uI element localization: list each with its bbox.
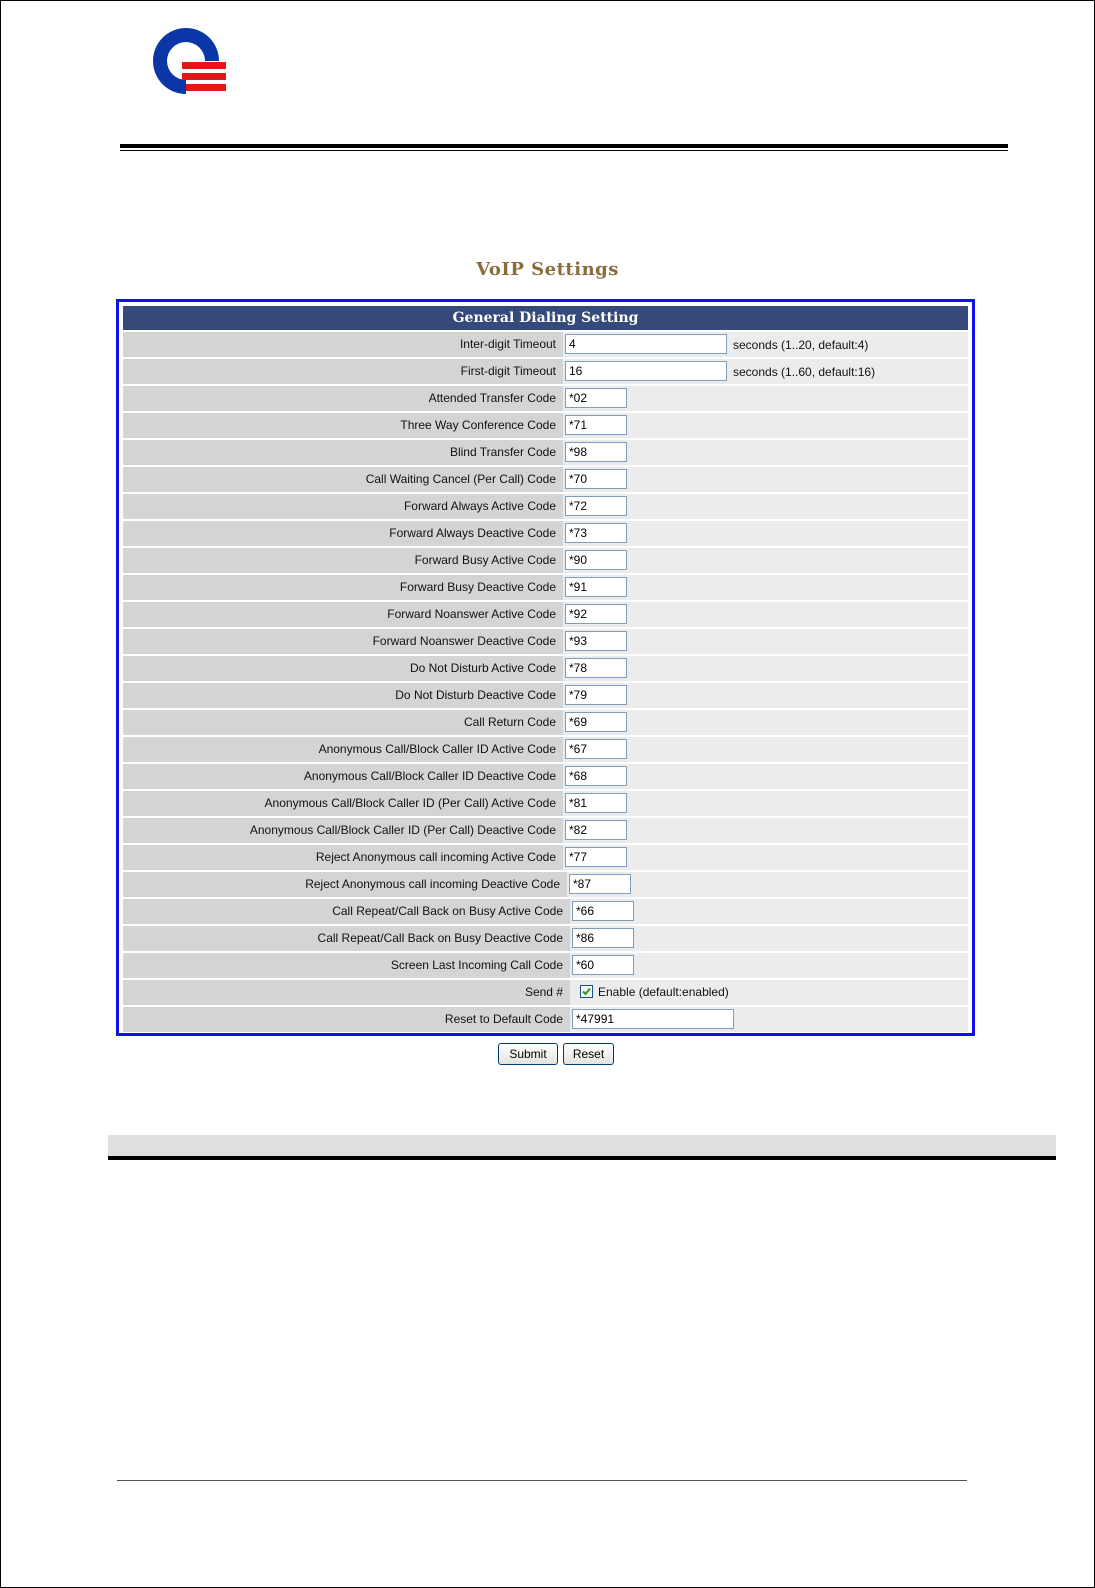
setting-input[interactable]: *86 [572, 928, 634, 948]
setting-label: Send # [123, 980, 570, 1005]
settings-row [123, 575, 968, 600]
settings-row [123, 521, 968, 546]
setting-input[interactable]: 4 [565, 334, 727, 354]
panel-header: General Dialing Setting [123, 306, 968, 330]
setting-value-cell [563, 737, 968, 762]
setting-value-cell [563, 629, 968, 654]
setting-value-cell [570, 953, 968, 978]
setting-value-cell [563, 467, 968, 492]
settings-row [123, 332, 968, 357]
settings-row [123, 926, 968, 951]
setting-label: Reject Anonymous call incoming Active Code [123, 845, 563, 870]
setting-value-cell [563, 575, 968, 600]
settings-row [123, 656, 968, 681]
setting-label: Blind Transfer Code [123, 440, 563, 465]
settings-row [123, 359, 968, 384]
settings-row [123, 629, 968, 654]
setting-value-cell [563, 359, 968, 384]
setting-label: Call Return Code [123, 710, 563, 735]
setting-input[interactable]: *77 [565, 847, 627, 867]
setting-input[interactable]: *98 [565, 442, 627, 462]
settings-row [123, 818, 968, 843]
setting-label: Do Not Disturb Deactive Code [123, 683, 563, 708]
setting-value-cell [563, 494, 968, 519]
setting-label: Anonymous Call/Block Caller ID (Per Call) Deactive Code [123, 818, 563, 843]
setting-label: Three Way Conference Code [123, 413, 563, 438]
header-rule [120, 144, 1008, 148]
setting-value-cell [563, 332, 968, 357]
setting-value-cell [563, 602, 968, 627]
checkmark-icon [581, 986, 592, 997]
setting-label: Do Not Disturb Active Code [123, 656, 563, 681]
setting-input[interactable]: *47991 [572, 1009, 734, 1029]
setting-input[interactable]: *72 [565, 496, 627, 516]
checkbox-label: Enable (default:enabled) [598, 985, 729, 999]
setting-value-cell [570, 926, 968, 951]
general-dialing-panel [116, 299, 975, 1036]
footer-rule [108, 1156, 1056, 1160]
page-title: VoIP Settings [476, 259, 619, 280]
setting-label: Anonymous Call/Block Caller ID Deactive Code [123, 764, 563, 789]
setting-value-cell [563, 440, 968, 465]
setting-value-cell [570, 980, 968, 1005]
setting-input[interactable]: *82 [565, 820, 627, 840]
setting-value-cell [570, 1007, 968, 1032]
settings-row [123, 386, 968, 411]
setting-label: Forward Always Active Code [123, 494, 563, 519]
setting-input[interactable]: *92 [565, 604, 627, 624]
footer-bar [108, 1135, 1056, 1156]
setting-value-cell [563, 764, 968, 789]
setting-input[interactable]: *69 [565, 712, 627, 732]
setting-label: Forward Noanswer Deactive Code [123, 629, 563, 654]
setting-label: Call Waiting Cancel (Per Call) Code [123, 467, 563, 492]
setting-label: First-digit Timeout [123, 359, 563, 384]
setting-label: Forward Always Deactive Code [123, 521, 563, 546]
header-rule-thin [120, 150, 1008, 151]
settings-row [123, 899, 968, 924]
bottom-rule [117, 1480, 967, 1481]
setting-label: Call Repeat/Call Back on Busy Deactive Code [123, 926, 570, 951]
setting-input[interactable]: *79 [565, 685, 627, 705]
setting-input[interactable]: *73 [565, 523, 627, 543]
submit-button[interactable]: Submit [498, 1043, 558, 1065]
setting-value-cell [563, 413, 968, 438]
quanta-q-logo-icon [146, 22, 226, 100]
setting-label: Anonymous Call/Block Caller ID (Per Call) Active Code [123, 791, 563, 816]
setting-value-cell [563, 656, 968, 681]
setting-input[interactable]: *90 [565, 550, 627, 570]
setting-label: Forward Busy Deactive Code [123, 575, 563, 600]
settings-row [123, 494, 968, 519]
setting-value-cell [563, 548, 968, 573]
setting-label: Inter-digit Timeout [123, 332, 563, 357]
setting-value-cell [563, 521, 968, 546]
setting-value-cell [563, 818, 968, 843]
setting-value-cell [563, 386, 968, 411]
send-hash-checkbox[interactable] [580, 985, 593, 998]
setting-value-cell [563, 791, 968, 816]
setting-value-cell [567, 872, 968, 897]
settings-row [123, 548, 968, 573]
setting-label: Reset to Default Code [123, 1007, 570, 1032]
setting-label: Reject Anonymous call incoming Deactive Code [123, 872, 567, 897]
setting-value-cell [563, 845, 968, 870]
setting-input[interactable]: *68 [565, 766, 627, 786]
setting-label: Anonymous Call/Block Caller ID Active Code [123, 737, 563, 762]
setting-label: Forward Noanswer Active Code [123, 602, 563, 627]
settings-row [123, 845, 968, 870]
settings-row [123, 737, 968, 762]
setting-label: Call Repeat/Call Back on Busy Active Code [123, 899, 570, 924]
setting-value-cell [563, 710, 968, 735]
setting-label: Screen Last Incoming Call Code [123, 953, 570, 978]
settings-rows [123, 332, 968, 1034]
settings-row [123, 872, 968, 897]
setting-input[interactable]: *67 [565, 739, 627, 759]
setting-label: Forward Busy Active Code [123, 548, 563, 573]
settings-row [123, 683, 968, 708]
setting-input[interactable]: 16 [565, 361, 727, 381]
settings-row [123, 467, 968, 492]
setting-value-cell [563, 683, 968, 708]
setting-label: Attended Transfer Code [123, 386, 563, 411]
setting-input[interactable]: *71 [565, 415, 627, 435]
setting-input[interactable]: *70 [565, 469, 627, 489]
settings-row [123, 953, 968, 978]
setting-input[interactable]: *66 [572, 901, 634, 921]
setting-hint: seconds (1..20, default:4) [733, 338, 869, 352]
reset-button[interactable]: Reset [563, 1043, 614, 1065]
setting-input[interactable]: *87 [569, 874, 631, 894]
settings-row [123, 413, 968, 438]
setting-input[interactable]: *60 [572, 955, 634, 975]
settings-row [123, 764, 968, 789]
setting-hint: seconds (1..60, default:16) [733, 365, 876, 379]
setting-input[interactable]: *91 [565, 577, 627, 597]
settings-row [123, 791, 968, 816]
setting-input[interactable]: *02 [565, 388, 627, 408]
settings-row [123, 602, 968, 627]
settings-row [123, 980, 968, 1005]
setting-input[interactable]: *93 [565, 631, 627, 651]
settings-row [123, 440, 968, 465]
settings-row [123, 1007, 968, 1032]
setting-input[interactable]: *81 [565, 793, 627, 813]
setting-input[interactable]: *78 [565, 658, 627, 678]
setting-value-cell [570, 899, 968, 924]
settings-row [123, 710, 968, 735]
